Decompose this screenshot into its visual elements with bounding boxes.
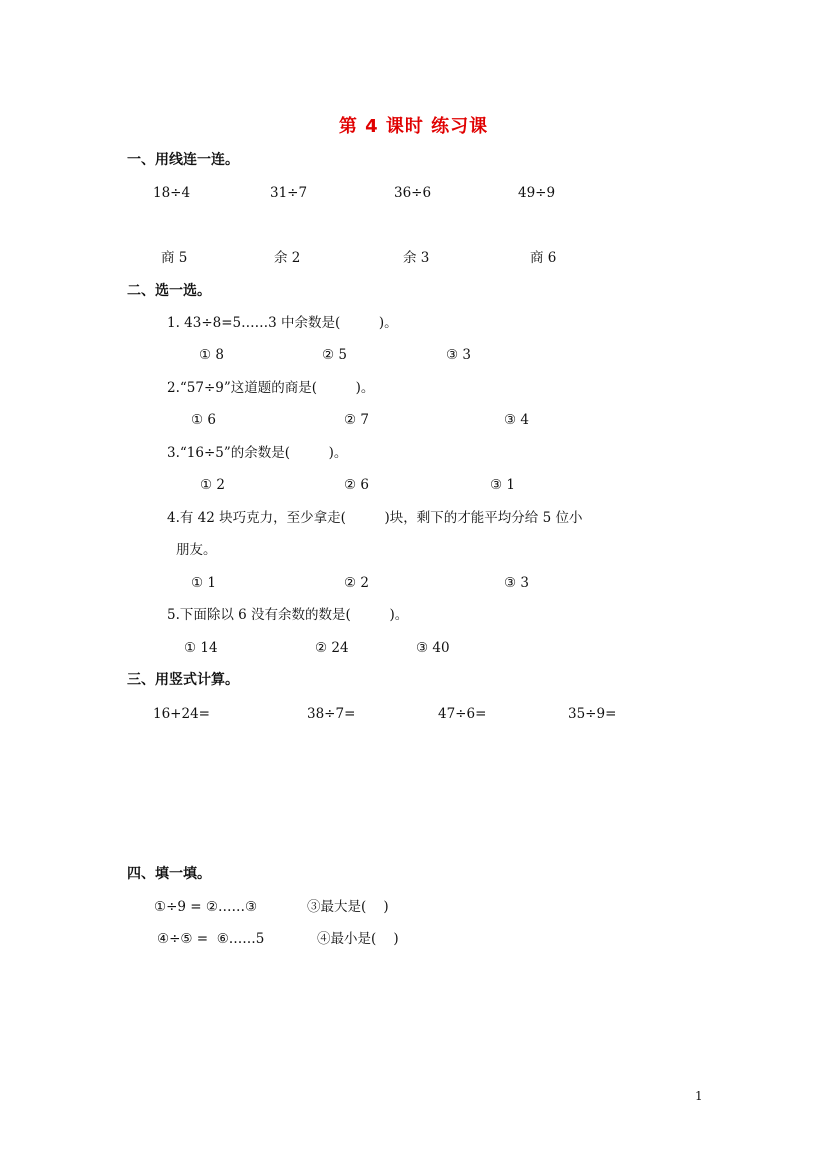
result-4: 商 6 [530,250,557,266]
q1-option-1: ① 8 [199,347,224,363]
section3-heading: 三、用竖式计算。 [127,672,239,688]
question-1: 1. 43÷8=5……3 中余数是( )。 [167,315,398,331]
fill-line-1-right: ③最大是( ) [307,899,389,915]
expression-1: 18÷4 [153,185,191,201]
expression-4: 49÷9 [518,185,556,201]
result-3: 余 3 [403,250,430,266]
question-4: 4.有 42 块巧克力，至少拿走( )块，剩下的才能平均分给 5 位小 [167,510,583,526]
calc-problem-3: 47÷6= [438,706,487,722]
q4-option-2: ② 2 [344,575,369,591]
fill-line-2-left: ④÷⑤ = ⑥……5 [157,931,265,947]
q5-option-1: ① 14 [184,640,218,656]
expression-3: 36÷6 [394,185,432,201]
q3-option-1: ① 2 [200,477,225,493]
section2-heading: 二、选一选。 [127,283,211,299]
calc-problem-4: 35÷9= [568,706,617,722]
section4-heading: 四、填一填。 [127,866,211,882]
result-2: 余 2 [274,250,301,266]
q3-option-2: ② 6 [344,477,369,493]
q1-option-2: ② 5 [322,347,347,363]
result-1: 商 5 [161,250,188,266]
question-2: 2.“57÷9”这道题的商是( )。 [167,380,375,396]
page-title: 第 4 课时 练习课 [338,116,489,137]
q1-option-3: ③ 3 [446,347,471,363]
q5-option-3: ③ 40 [416,640,450,656]
q4-option-3: ③ 3 [504,575,529,591]
section1-heading: 一、用线连一连。 [127,152,239,168]
fill-line-2-right: ④最小是( ) [317,931,399,947]
q3-option-3: ③ 1 [490,477,515,493]
q5-option-2: ② 24 [315,640,349,656]
q2-option-2: ② 7 [344,412,369,428]
question-3: 3.“16÷5”的余数是( )。 [167,445,348,461]
expression-2: 31÷7 [270,185,308,201]
q2-option-3: ③ 4 [504,412,529,428]
calc-problem-1: 16+24= [153,706,210,722]
fill-line-1-left: ①÷9 = ②……③ [154,899,258,915]
question-5: 5.下面除以 6 没有余数的数是( )。 [167,607,409,623]
question-4-continued: 朋友。 [176,542,217,558]
q4-option-1: ① 1 [191,575,216,591]
calc-problem-2: 38÷7= [307,706,356,722]
page-number: 1 [695,1089,703,1103]
q2-option-1: ① 6 [191,412,216,428]
